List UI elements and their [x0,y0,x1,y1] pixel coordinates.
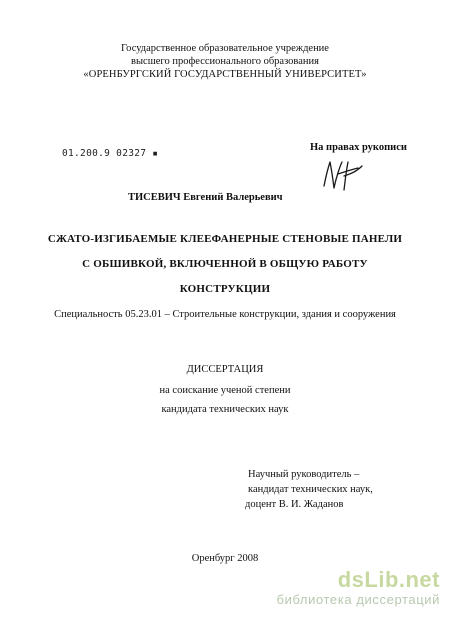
rights-note: На правах рукописи [310,142,407,153]
dissertation-title-line-2: С ОБШИВКОЙ, ВКЛЮЧЕННОЙ В ОБЩУЮ РАБОТУ [82,258,368,270]
author-name: ТИСЕВИЧ Евгений Валерьевич [128,192,283,203]
specialty-line: Специальность 05.23.01 – Строительные конструкции, здания и сооружения [54,309,396,320]
supervisor-line-1: Научный руководитель – [248,469,360,480]
dissertation-title-line-3: КОНСТРУКЦИИ [179,283,271,295]
author-signature [318,158,368,192]
supervisor-line-2: кандидат технических наук, [248,484,373,495]
dissertation-heading: ДИССЕРТАЦИЯ [186,364,264,375]
degree-line-2: кандидата технических наук [161,404,289,415]
degree-line-1: на соискание ученой степени [159,385,291,396]
watermark-subtitle: библиотека диссертаций [276,592,440,607]
institution-line-1: Государственное образовательное учреждение [121,43,329,54]
institution-line-2: высшего профессионального образования [131,56,319,67]
dissertation-title-line-1: СЖАТО-ИЗГИБАЕМЫЕ КЛЕЕФАНЕРНЫЕ СТЕНОВЫЕ ПАНЕЛИ [47,233,403,245]
institution-name: «ОРЕНБУРГСКИЙ ГОСУДАРСТВЕННЫЙ УНИВЕРСИТЕТ» [83,69,367,80]
place-year: Оренбург 2008 [191,553,259,564]
archive-stamp-number: 01.200.9 02327 ▪ [62,148,159,159]
supervisor-line-3: доцент В. И. Жаданов [245,499,344,510]
dslib-watermark [277,568,440,607]
stamp-dot-icon: ▪ [146,148,159,159]
watermark-logo: dsLib.net [337,567,440,592]
